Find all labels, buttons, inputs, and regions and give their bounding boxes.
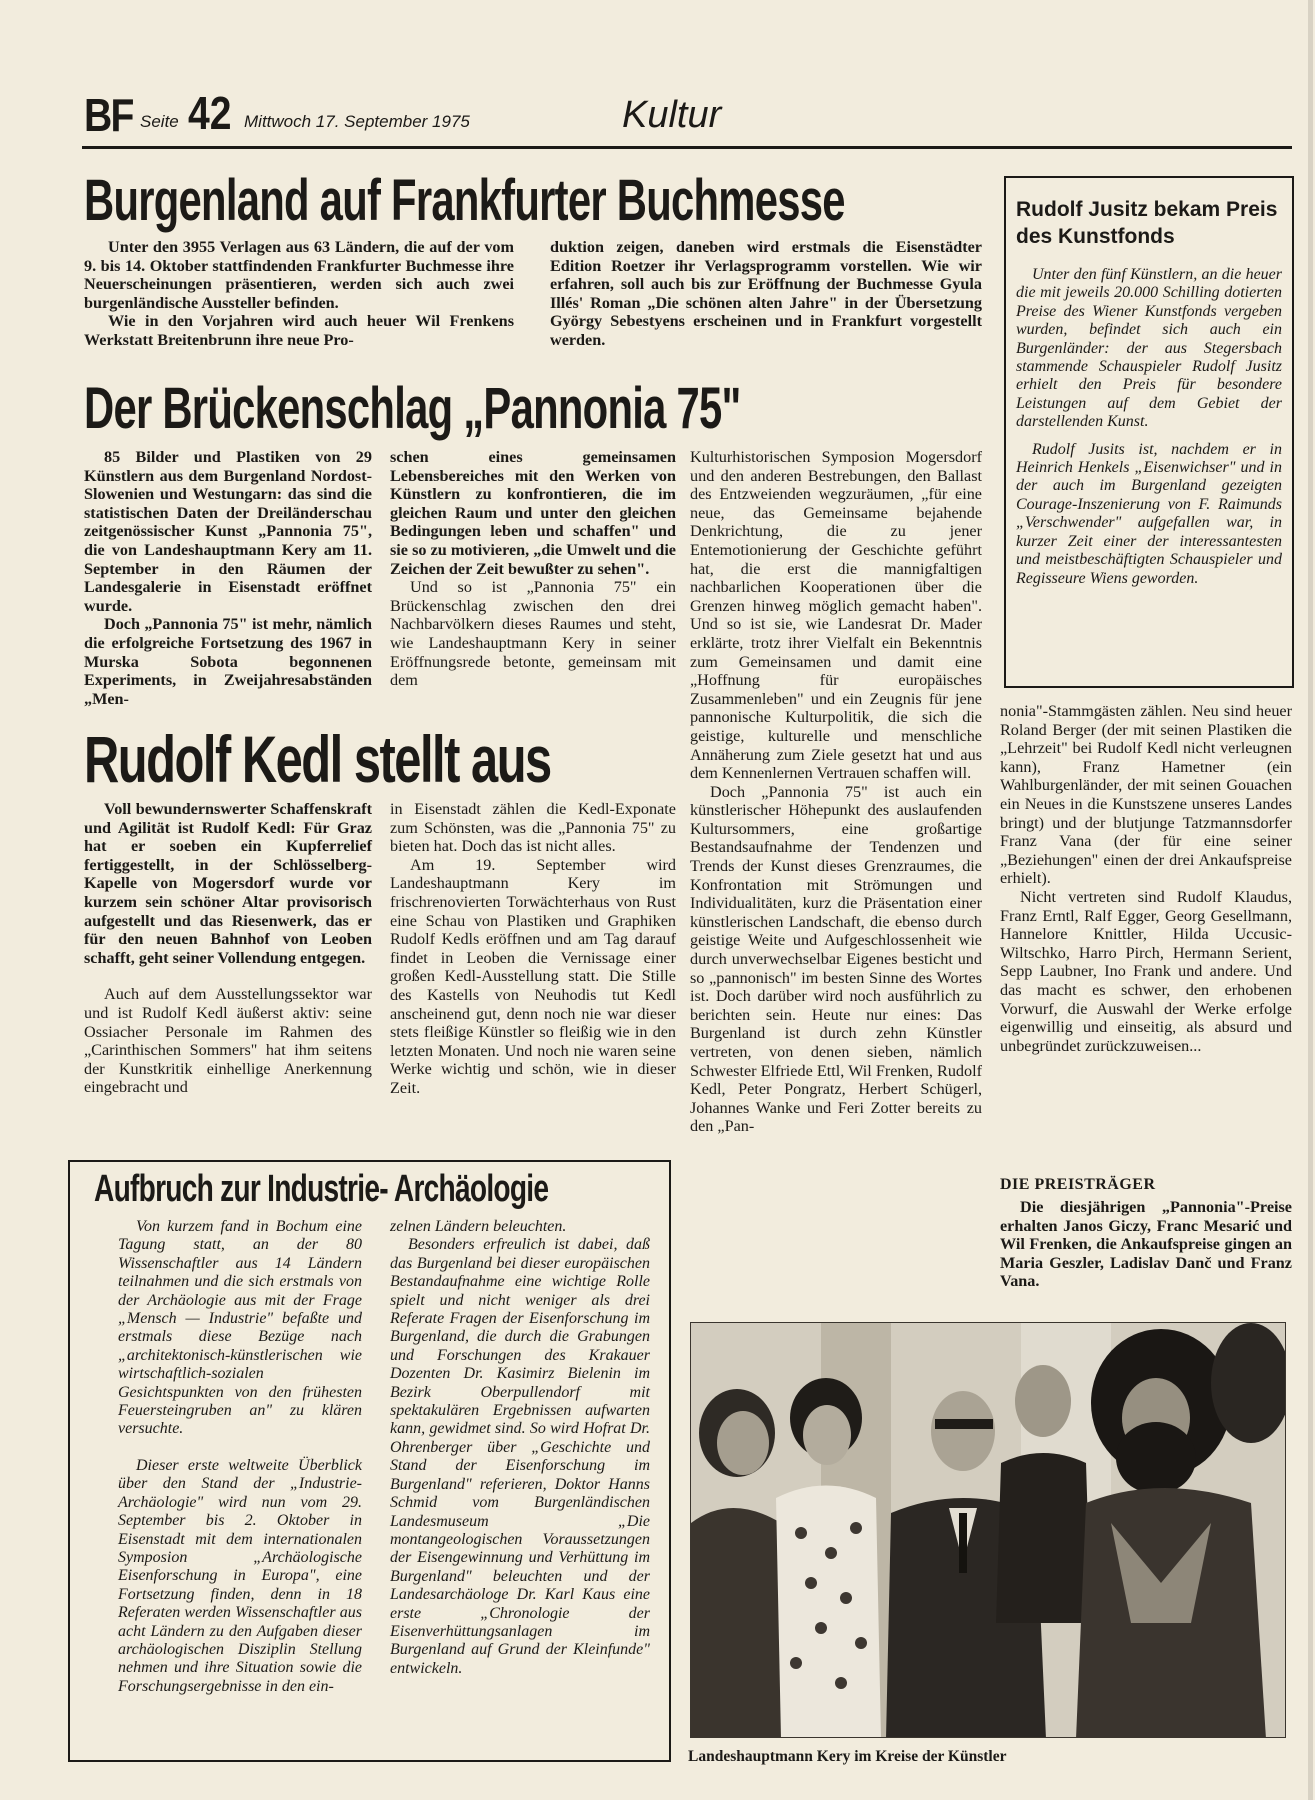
page-number: 42 [188,87,232,139]
paragraph: 85 Bilder und Plastiken von 29 Künstlern aus dem Burgenland Nordost-Slowenien und Westungarn: das sind die statistischen Daten der Dreiländerschau zeitgenössischer Kunst „Pannonia 75", die von Landeshauptmann Kery am 11. September in den Räumen der Landesgalerie in Eisenstadt eröffnet wurde. [84,448,372,615]
page-label: Seite [140,112,179,131]
industrie-col2 [390,1218,650,1678]
paragraph: Voll bewundernswerter Schaffenskraft und Agilität ist Rudolf Kedl: Für Graz hat er soeben ein Kupferrelief fertiggestellt, in der Schlösselberg-Kapelle von Mogersdorf wurde vor kurzem sein schöner Altar provisorisch aufgestellt und das Riesenwerk, das er für den neuen Bahnhof von Leoben schafft, geht seiner Vollendung entgegen. [84,800,372,967]
paragraph: Unter den 3955 Verlagen aus 63 Ländern, die auf der vom 9. bis 14. Oktober stattfindenden Frankfurter Buchmesse ihre Neuerscheinungen präsentieren, werden sich auch zwei burgenländische Aussteller befinden. [84,238,514,312]
headline-industrie: Aufbruch zur Industrie- Archäologie [94,1168,549,1210]
headline-buchmesse: Burgenland auf Frankfurter Buchmesse [84,168,845,233]
headline-kedl: Rudolf Kedl stellt aus [84,722,551,796]
headline-jusitz: Rudolf Jusitz bekam Preis des Kunstfonds [1016,198,1278,248]
buchmesse-col1 [84,238,514,350]
kedl-col2 [390,800,676,1098]
pannonia-col2 [390,448,676,690]
paragraph: in Eisenstadt zählen die Kedl-Exponate zum Schönsten, was die „Pannonia 75" zu bieten hat. Doch das ist nicht alles. [390,800,676,856]
section-title: Kultur [622,94,722,136]
paragraph: Die diesjährigen „Pannonia"-Preise erhalten Janos Giczy, Franc Mesarić und Wil Frenken, die Ankaufspreise gingen an Maria Geszler, Ladislav Danč und Franz Vana. [1000,1198,1292,1291]
paragraph: Am 19. September wird Landeshauptmann Kery im frischrenovierten Torwächterhaus von Rust eine Schau von Plastiken und Graphiken Rudolf Kedls eröffnen und am Tag darauf findet in Leoben die Vernissage einer großen Kedl-Ausstellung statt. Die Stille des Kastells von Neuhodis tut Kedl anscheinend gut, denn noch nie war dieser stets fleißige Künstler so fleißig wie in den letzten Monaten. Und noch nie waren seine Werke wichtig und schön, wie in dieser Zeit. [390,855,676,1097]
prize-subheading: DIE PREISTRÄGER [1000,1176,1156,1193]
paragraph: Rudolf Jusits ist, nachdem er in Heinrich Henkels „Eisenwichser" und in der auch im Burgenland gezeigten Courage-Inszenierung von F. Raimunds „Verschwender" aufgefallen war, in kurzer Zeit einer der interessantesten und meistbeschäftigten Schauspieler und Regisseure Wiens geworden. [1016,440,1282,587]
issue-date: Mittwoch 17. September 1975 [244,112,470,131]
header-rule [82,146,1292,149]
page-edge-shadow [1308,0,1313,1800]
paragraph: Nicht vertreten sind Rudolf Klaudus, Franz Erntl, Ralf Egger, Georg Gesellmann, Hannelore Knittler, Hilda Uccusic-Wiltschko, Harro Pirch, Hermann Serient, Sepp Laubner, Ino Frank und andere. Und das macht es schwer, den erhobenen Vorwurf, die Auswahl der Werke erfolge eigenwillig und einseitig, als absurd und unbegründet zurückzuweisen... [1000,887,1292,1055]
paragraph: Kulturhistorischen Symposion Mogersdorf und den anderen Bestrebungen, den Ballast des Entzweienden wegzuräumen, „für eine neue, das Gemeinsame bejahende Denkrichtung, die zu jener Entemotionierung der Geschichte geführt hat, die erst die mannigfaltigen nachbarlichen Kooperationen über die Grenzen hinweg möglich gemacht haben". Und so ist sie, wie Landesrat Dr. Mader erklärte, trotz ihrer Vielfalt ein Bekenntnis zum Gemeinsamen und damit eine „Hoffnung für europäisches Zusammenleben" und ein Zeugnis für jene pannonische Kulturpolitik, die sich die geistige, kulturelle und menschliche Annäherung zum Ziele gesetzt hat und aus dem Kennenlernen Vertrauen schaffen will. [690,448,982,783]
paragraph: duktion zeigen, daneben wird erstmals die Eisenstädter Edition Roetzer ihr Verlagsprogramm vorstellen. Wie wir erfahren, soll auch bis zur Eröffnung der Buchmesse Gyula Illés' Roman „Die schönen alten Jahre" in der Übersetzung György Sebestyens erscheinen und in Frankfurt vorgestellt werden. [550,238,982,349]
kedl-col1 [84,800,372,1097]
paragraph: zelnen Ländern beleuchten. [390,1218,567,1235]
paragraph: Dieser erste weltweite Überblick über den Stand der „Industrie-Archäologie" wird nun vom 29. September bis 2. Oktober in Eisenstadt mit dem internationalen Symposion „Archäologische Eisenforschung in Europa", eine Fortsetzung finden, denn in 18 Referaten werden Wissenschaftler aus acht Ländern zu den Aufgaben dieser archäologischen Disziplin Stellung nehmen und ihre Situation sowie die Forschungsergebnisse in den ein- [118,1456,362,1695]
masthead-logo: BF [84,89,133,141]
paragraph: schen eines gemeinsamen Lebensbereiches mit den Werken von Künstlern zu konfrontieren, die im gleichen Raum und unter den gleichen Bedingungen leben und schaffen" und sie so zu motivieren, „die Umwelt und die Zeichen der Zeit bewußter zu sehen". [390,448,676,578]
jusitz-body [1016,266,1282,588]
headline-pannonia: Der Brückenschlag „Pannonia 75" [84,376,741,441]
paragraph: Wie in den Vorjahren wird auch heuer Wil Frenkens Werkstatt Breitenbrunn ihre neue Pro- [84,312,514,349]
paragraph: Unter den fünf Künstlern, an die heuer die mit jeweils 20.000 Schilling dotierten Preise des Wiener Kunstfonds vergeben wurden, befindet sich auch ein Burgenländer: der aus Stegersbach stammende Schauspieler Rudolf Jusitz erhielt den Preis für besondere Leistungen auf dem Gebiet der darstellenden Kunst. [1016,266,1282,431]
pannonia-col3 [690,448,982,1136]
prize-text [1000,1198,1292,1291]
buchmesse-col2 [550,238,982,350]
paragraph: nonia"-Stammgästen zählen. Neu sind heuer Roland Berger (der mit seinen Plastiken die „Lehrzeit" bei Rudolf Kedl nicht verleugnen kann), Franz Hametner (ein Wahlburgenländer, der mit seinen Gouachen ein Neues in die Kunstszene unseres Landes bringt) und der blutjunge Tatzmannsdorfer Franz Vana (der für eine seiner „Beziehungen" einen der drei Ankaufspreise erhielt). [1000,702,1292,888]
paragraph: Doch „Pannonia 75" ist auch ein künstlerischer Höhepunkt des auslaufenden Kultursommers, eine großartige Bestandsaufnahme der Tendenzen und Trends der Kunst dieses Grenzraumes, die Konfrontation mit Strömungen und Individualitäten, kurz die Präsentation einer künstlerischen Landschaft, die ebenso durch geistige Weite und Aufgeschlossenheit wie durch unverwechselbar Eigenes besticht und so „pannonisch" im besten Sinne des Wortes ist. Doch darüber wird noch ausführlich zu berichten sein. Heute nur eines: Das Burgenland ist durch zehn Künstler vertreten, von denen sieben, nämlich Schwester Elfriede Ettl, Wil Frenken, Rudolf Kedl, Peter Pongratz, Herbert Schügerl, Johannes Wanke und Feri Zotter bereits zu den „Pan- [690,782,982,1136]
paragraph: Doch „Pannonia 75" ist mehr, nämlich die erfolgreiche Fortsetzung des 1967 in Murska Sobota begonnenen Experiments, in Zweijahresabständen „Men- [84,615,372,708]
pannonia-col4 [1000,702,1292,1055]
industrie-col1 [118,1218,362,1696]
paragraph: Besonders erfreulich ist dabei, daß das Burgenland bei dieser europäischen Bestandaufnahme eine wichtige Rolle spielt und nicht weniger als drei Referate Fragen der Eisenforschung im Burgenland, die durch die Grabungen und Forschungen des Krakauer Dozenten Dr. Kasimirz Bielenin im Bezirk Oberpullendorf mit spektakulären Ergebnissen aufwarten kann, gewidmet sind. So wird Hofrat Dr. Ohrenberger über „Geschichte und Stand der Eisenforschung im Burgenland" referieren, Doktor Hanns Schmid vom Burgenländischen Landesmuseum „Die montangeologischen Voraussetzungen der Eisengewinnung und Verhüttung im Burgenland" beleuchten und der Landesarchäologe Dr. Karl Kaus eine erste „Chronologie der Eisenverhüttungsanlagen im Burgenland auf Grund der Kleinfunde" entwickeln. [390,1236,650,1677]
paragraph: Von kurzem fand in Bochum eine Tagung statt, an der 80 Wissenschaftler aus 14 Ländern teilnahmen und die sich erstmals von der Archäologie aus mit der Frage „Mensch — Industrie" befaßte und erstmals diese Bezüge nach „architektonisch-künstlerischen wie wirtschaftlich-sozialen Gesichtspunkten von den frühesten Feuersteingruben an" zu klären versuchte. [118,1218,362,1438]
pannonia-col1 [84,448,372,708]
paragraph: Und so ist „Pannonia 75" ein Brückenschlag zwischen den drei Nachbarvölkern dieses Raumes und steht, wie Landeshauptmann Kery in seiner Eröffnungsrede betonte, gemeinsam mit dem [390,578,676,690]
photo-illustration [691,1323,1286,1738]
photo-caption: Landeshauptmann Kery im Kreise der Künstler [688,1748,1007,1765]
group-photo [690,1322,1286,1738]
paragraph: Auch auf dem Ausstellungssektor war und ist Rudolf Kedl äußerst aktiv: seine Ossiacher Personale im Rahmen des „Carinthischen Sommers" hat ihm seitens der Kunstkritik einhellige Anerkennung eingebracht und [84,985,372,1097]
